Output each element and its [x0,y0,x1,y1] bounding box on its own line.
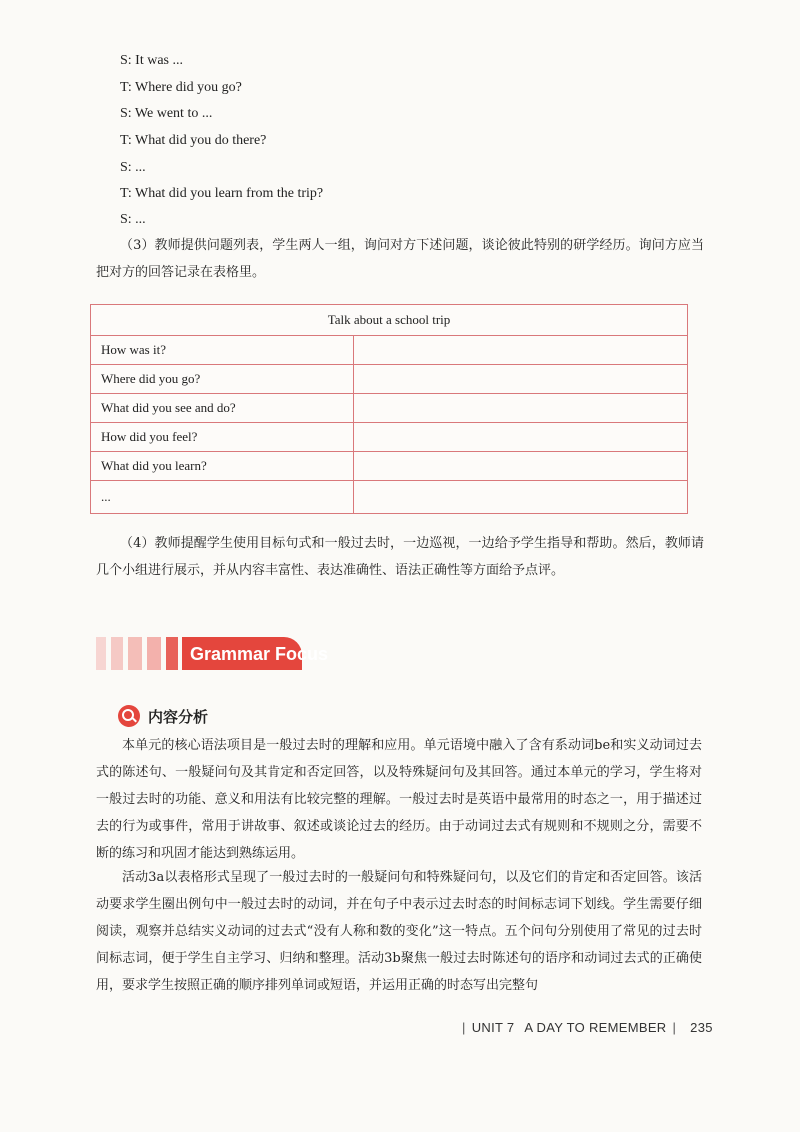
banner-stripe [128,637,142,670]
banner-stripe [111,637,123,670]
dialog-line: T: What did you do there? [120,133,267,148]
footer-separator: | [462,1020,466,1035]
grammar-focus-banner [96,637,346,670]
analysis-paragraph: 本单元的核心语法项目是一般过去时的理解和应用。单元语境中融入了含有系动词be和实义动词过去式的陈述句、一般疑问句及其肯定和否定回答，以及特殊疑问句及其回答。通过本单元的学习，学生将对一般过去时的功能、意义和用法有比较完整的理解。一般过去时是英语中最常用的时态之一，用于描述过去的行为或事件，常用于讲故事、叙述或谈论过去的经历。由于动词过去式有规则和不规则之分，需要不断的练习和巩固才能达到熟练运用。 [96,738,702,861]
table-row [91,365,688,394]
table-row [91,336,688,365]
dialog-line: T: What did you learn from the trip? [120,186,324,201]
footer-unit: UNIT 7 [471,1020,515,1035]
footer-separator: | [672,1020,677,1035]
banner-stripe [96,637,106,670]
analysis-paragraph: 活动3a以表格形式呈现了一般过去时的一般疑问句和特殊疑问句，以及它们的肯定和否定回答。该活动要求学生圈出例句中一般过去时的动词，并在句子中表示过去时态的时间标志词下划线。学生需要仔细阅读，观察并总结实义动词的过去式“没有人称和数的变化”这一特点。五个问句分别使用了常见的过去时间标志词，便于学生自主学习、归纳和整理。活动3b聚焦一般过去时陈述句的语序和动词过去式的正确使用，要求学生按照正确的顺序排列单词或短语，并运用正确的时态写出完整句 [96,870,702,993]
dialog-line: S: It was ... [120,53,183,68]
table-question: Where did you go? [91,365,354,394]
content-analysis-header [118,705,208,727]
table-question: How did you feel? [91,423,354,452]
table-row [91,394,688,423]
magnifier-icon [118,705,140,727]
table-title: Talk about a school trip [91,305,688,336]
banner-stripe [147,637,161,670]
answer-cell [354,394,688,423]
dialog-line: S: We went to ... [120,106,213,121]
footer-title: A DAY TO REMEMBER [524,1020,667,1035]
answer-cell [354,365,688,394]
answer-cell [354,336,688,365]
table-question: What did you learn? [91,452,354,481]
dialog-line: T: Where did you go? [120,80,242,95]
school-trip-table [90,304,688,514]
table-question: How was it? [91,336,354,365]
table-row [91,423,688,452]
table-question: What did you see and do? [91,394,354,423]
table-question: ... [91,481,354,514]
page-number: 235 [690,1020,713,1035]
section-title: 内容分析 [148,707,209,726]
step3-paragraph: （3）教师提供问题列表，学生两人一组，询问对方下述问题，谈论彼此特别的研学经历。询问方应当把对方的回答记录在表格里。 [96,238,704,280]
page-footer [456,1020,713,1035]
heading-rest: rammar Focus [204,644,329,664]
step4-paragraph: （4）教师提醒学生使用目标句式和一般过去时，一边巡视，一边给予学生指导和帮助。然后，教师请几个小组进行展示，并从内容丰富性、表达准确性、语法正确性等方面给予点评。 [96,536,704,578]
banner-stripe [166,637,178,670]
answer-cell [354,481,688,514]
dialog-line: S: ... [120,212,146,227]
table-row [91,481,688,514]
answer-cell [354,423,688,452]
heading-first-letter: G [190,644,205,664]
table-row [91,452,688,481]
answer-cell [354,452,688,481]
section-heading [190,644,328,665]
dialog-line: S: ... [120,160,146,175]
